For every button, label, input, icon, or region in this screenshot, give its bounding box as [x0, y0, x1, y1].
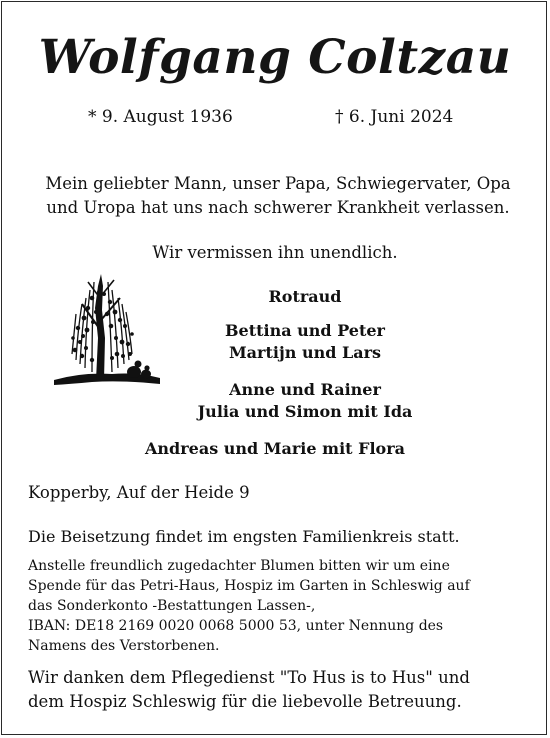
message-line: Mein geliebter Mann, unser Papa, Schwiegervater, Opa: [45, 174, 511, 193]
family-member: Martijn und Lars: [228, 343, 382, 362]
deceased-name: Wolfgang Coltzau: [38, 30, 512, 85]
donation-line: Anstelle freundlich zugedachter Blumen bitten wir um eine: [28, 558, 450, 574]
family-member: Andreas und Marie mit Flora: [144, 439, 406, 458]
donation-line: Namens des Verstorbenen.: [28, 638, 220, 654]
family-group: [60, 320, 550, 364]
donation-line: IBAN: DE18 2169 0020 0068 5000 53, unter Nennung des: [28, 618, 444, 634]
thanks-notice: [28, 666, 538, 714]
address: Kopperby, Auf der Heide 9: [28, 483, 250, 502]
family-member: Julia und Simon mit Ida: [197, 402, 413, 421]
birth-date: * 9. August 1936: [88, 107, 233, 127]
death-date: † 6. Juni 2024: [335, 107, 454, 127]
donation-line: das Sonderkonto -Bestattungen Lassen-,: [28, 598, 316, 614]
family-group: [60, 379, 550, 423]
family-member: Bettina und Peter: [225, 321, 385, 340]
family-member: Rotraud: [268, 287, 342, 306]
donation-notice: [28, 556, 538, 656]
message-paragraph: [28, 172, 528, 220]
message-line: und Uropa hat uns nach schwerer Krankheit verlassen.: [46, 198, 510, 217]
thanks-line: Wir danken dem Pflegedienst "To Hus is to Hus" und: [28, 668, 470, 687]
family-member: Anne und Rainer: [229, 380, 381, 399]
thanks-line: dem Hospiz Schleswig für die liebevolle Betreuung.: [28, 692, 462, 711]
miss-line: Wir vermissen ihn unendlich.: [152, 243, 398, 262]
donation-line: Spende für das Petri-Haus, Hospiz im Garten in Schleswig auf: [28, 578, 470, 594]
burial-notice: Die Beisetzung findet im engsten Familienkreis statt.: [28, 527, 460, 546]
